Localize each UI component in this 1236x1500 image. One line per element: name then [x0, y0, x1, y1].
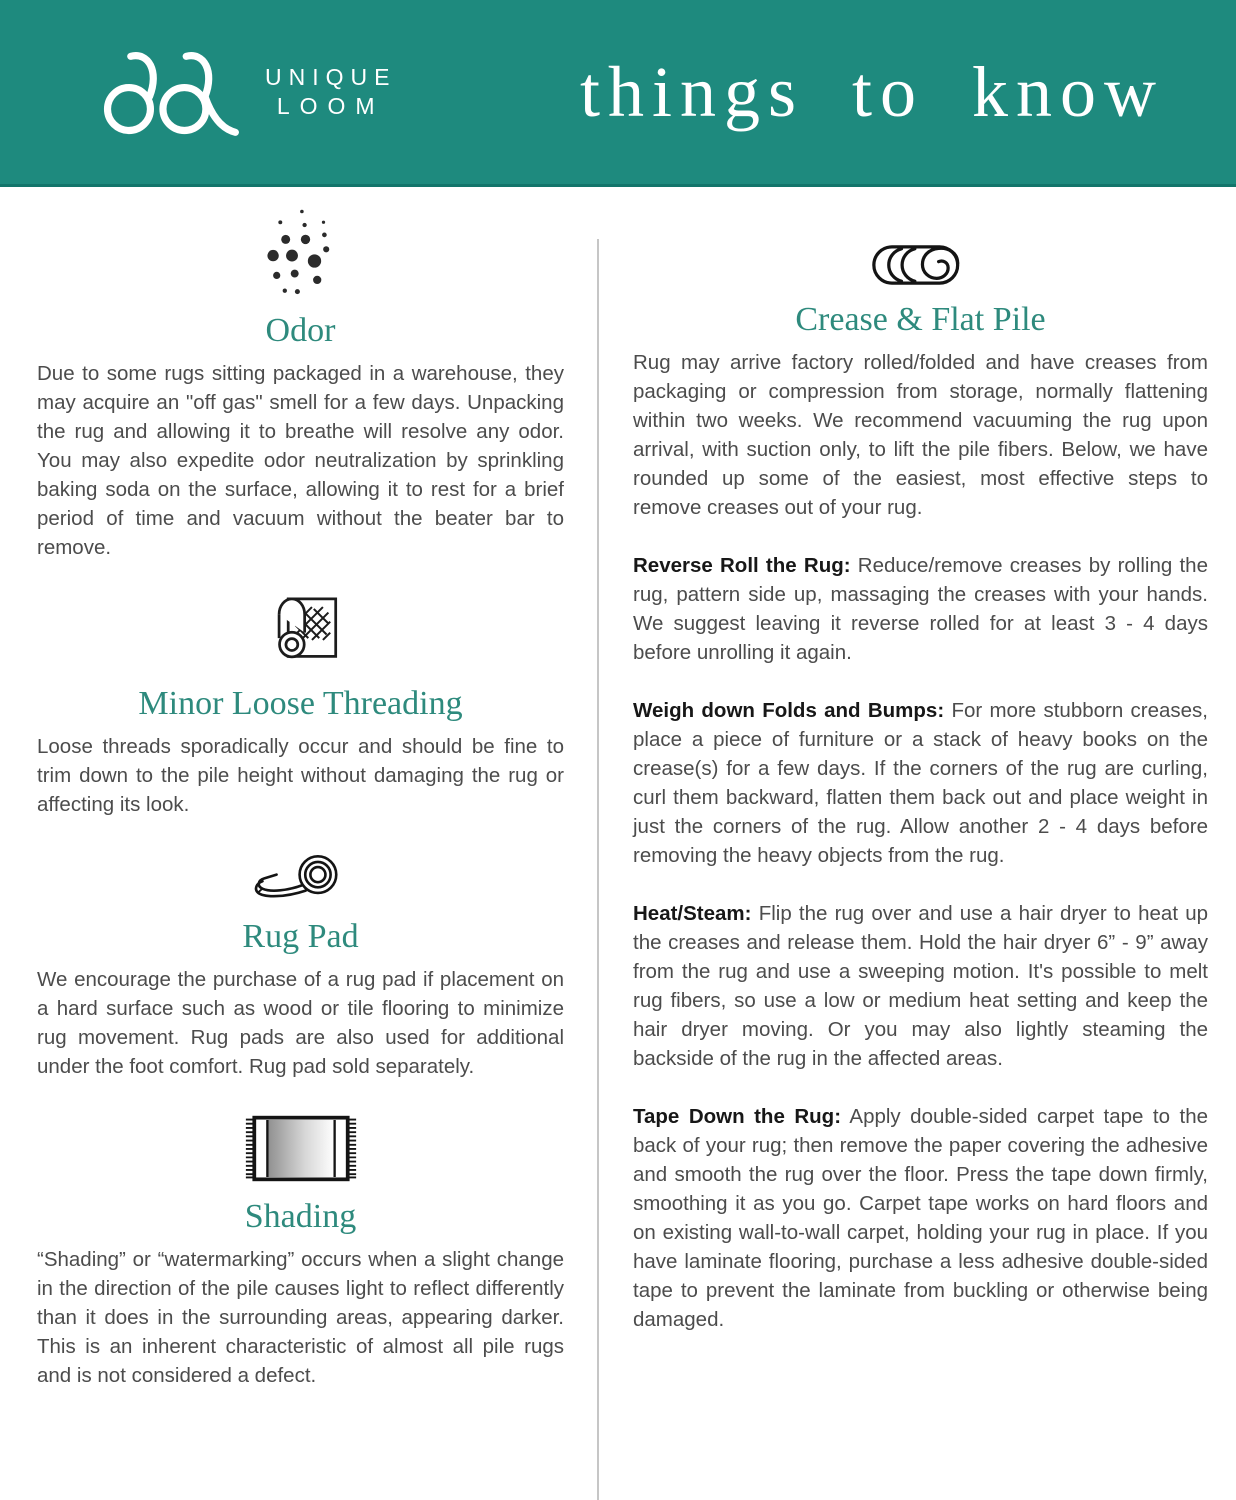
- tip-reverse-roll-text: Reduce/remove creases by rolling the rug, pattern side up, massaging the creases with your hands. We suggest leaving it reverse rolled for at least 3 - 4 days before unrolling it again.: [633, 554, 1208, 665]
- tip-reverse-roll-label: Reverse Roll the Rug:: [633, 554, 851, 578]
- odor-body: Due to some rugs sitting packaged in a warehouse, they may acquire an "off gas" smell for a few days. Unpacking the rug and allowing it to breathe will resolve any odor. You may also expedite odor neutralization by sprinkling baking soda on the surface, allowing it to rest for a brief period of time and vacuum without the beater bar to remove.: [37, 362, 564, 560]
- crease-icon-box: [871, 242, 971, 287]
- rolled-rug-spiral-icon: [871, 243, 971, 287]
- rug-pad-icon-box: [254, 846, 348, 904]
- brand-line-loom: LOOM: [276, 93, 385, 119]
- crease-intro: Rug may arrive factory rolled/folded and have creases from packaging or compression from storage, normally flattening within two weeks. We recommend vacuuming the rug upon arrival, with suction only, to lift the pile fibers. Below, we have rounded up some of the easiest, most effective steps to remove creases out of your rug.: [633, 351, 1208, 520]
- rolled-rug-crosshatch-icon: [259, 587, 343, 671]
- right-column: [633, 187, 1208, 1500]
- section-threading: [37, 583, 564, 819]
- tip-heat-steam-text: Flip the rug over and use a hair dryer to heat up the creases and release them. Hold the hair dryer 6” - 9” away from the rug and use a sweeping motion. It's possible to melt rug fibers, so use a low or medium heat setting and keep the hair dryer moving. Or you may also lightly steaming the backside of the rug in the affected areas.: [633, 902, 1208, 1071]
- tip-weigh-down-label: Weigh down Folds and Bumps:: [633, 699, 945, 723]
- tip-tape-down-text: Apply double-sided carpet tape to the back of your rug; then remove the paper covering the adhesive and smooth the rug over the floor. Press the tape down firmly, smoothing it as you go. Carpet tape works on hard floors and on existing wall-to-wall carpet, holding your rug in place. If you have laminate flooring, purchase a less adhesive double-sided tape to prevent the laminate from buckling or otherwise being damaged.: [633, 1105, 1209, 1332]
- section-crease: [633, 242, 1208, 1334]
- section-shading: [37, 1112, 564, 1390]
- content-area: [0, 187, 1236, 1500]
- tip-tape-down: [633, 1102, 1208, 1334]
- fringed-rug-gradient-icon: [244, 1113, 358, 1184]
- rug-pad-heading: Rug Pad: [242, 918, 359, 956]
- shading-body: “Shading” or “watermarking” occurs when a slight change in the direction of the pile causes light to reflect differently than it does in the surrounding areas, appearing darker. This is an inherent characteristic of almost all pile rugs and is not considered a defect.: [37, 1248, 564, 1388]
- odor-icon-box: [265, 204, 337, 298]
- section-odor: [37, 204, 564, 562]
- shading-heading: Shading: [244, 1198, 357, 1236]
- tip-heat-steam: [633, 899, 1208, 1073]
- brand-line-unique: UNIQUE: [265, 64, 397, 91]
- threading-body: Loose threads sporadically occur and should be fine to trim down to the pile height without damaging the rug or affecting its look.: [37, 735, 564, 817]
- crease-heading: Crease & Flat Pile: [795, 301, 1046, 338]
- rug-pad-roll-icon: [254, 849, 348, 904]
- shading-icon-box: [244, 1112, 358, 1184]
- column-divider: [597, 239, 599, 1500]
- section-rug-pad: [37, 846, 564, 1081]
- tip-weigh-down: [633, 696, 1208, 870]
- brand-logo: [95, 41, 396, 144]
- threading-icon-box: [259, 583, 343, 671]
- threading-heading: Minor Loose Threading: [138, 685, 463, 723]
- odor-dots-icon: [265, 206, 337, 298]
- brand-wordmark: [265, 63, 396, 121]
- header-banner: [0, 0, 1236, 187]
- unique-loom-logomark-icon: [95, 41, 247, 144]
- tip-heat-steam-label: Heat/Steam:: [633, 902, 752, 926]
- tip-weigh-down-text: For more stubborn creases, place a piece of furniture or a stack of heavy books on the crease(s) for a few days. If the corners of the rug are curling, curl them backward, flatten them back out and place weight in just the corners of the rug. Allow another 2 - 4 days before removing the heavy objects from the rug.: [633, 699, 1209, 868]
- odor-heading: Odor: [265, 312, 336, 349]
- left-column: [37, 187, 564, 1500]
- tip-reverse-roll: [633, 551, 1208, 667]
- page-title: things to know: [579, 51, 1164, 132]
- rug-pad-body: We encourage the purchase of a rug pad if placement on a hard surface such as wood or tile flooring to minimize rug movement. Rug pads are also used for additional under the foot comfort. Rug pad sold separately.: [37, 968, 564, 1079]
- tip-tape-down-label: Tape Down the Rug:: [633, 1105, 842, 1129]
